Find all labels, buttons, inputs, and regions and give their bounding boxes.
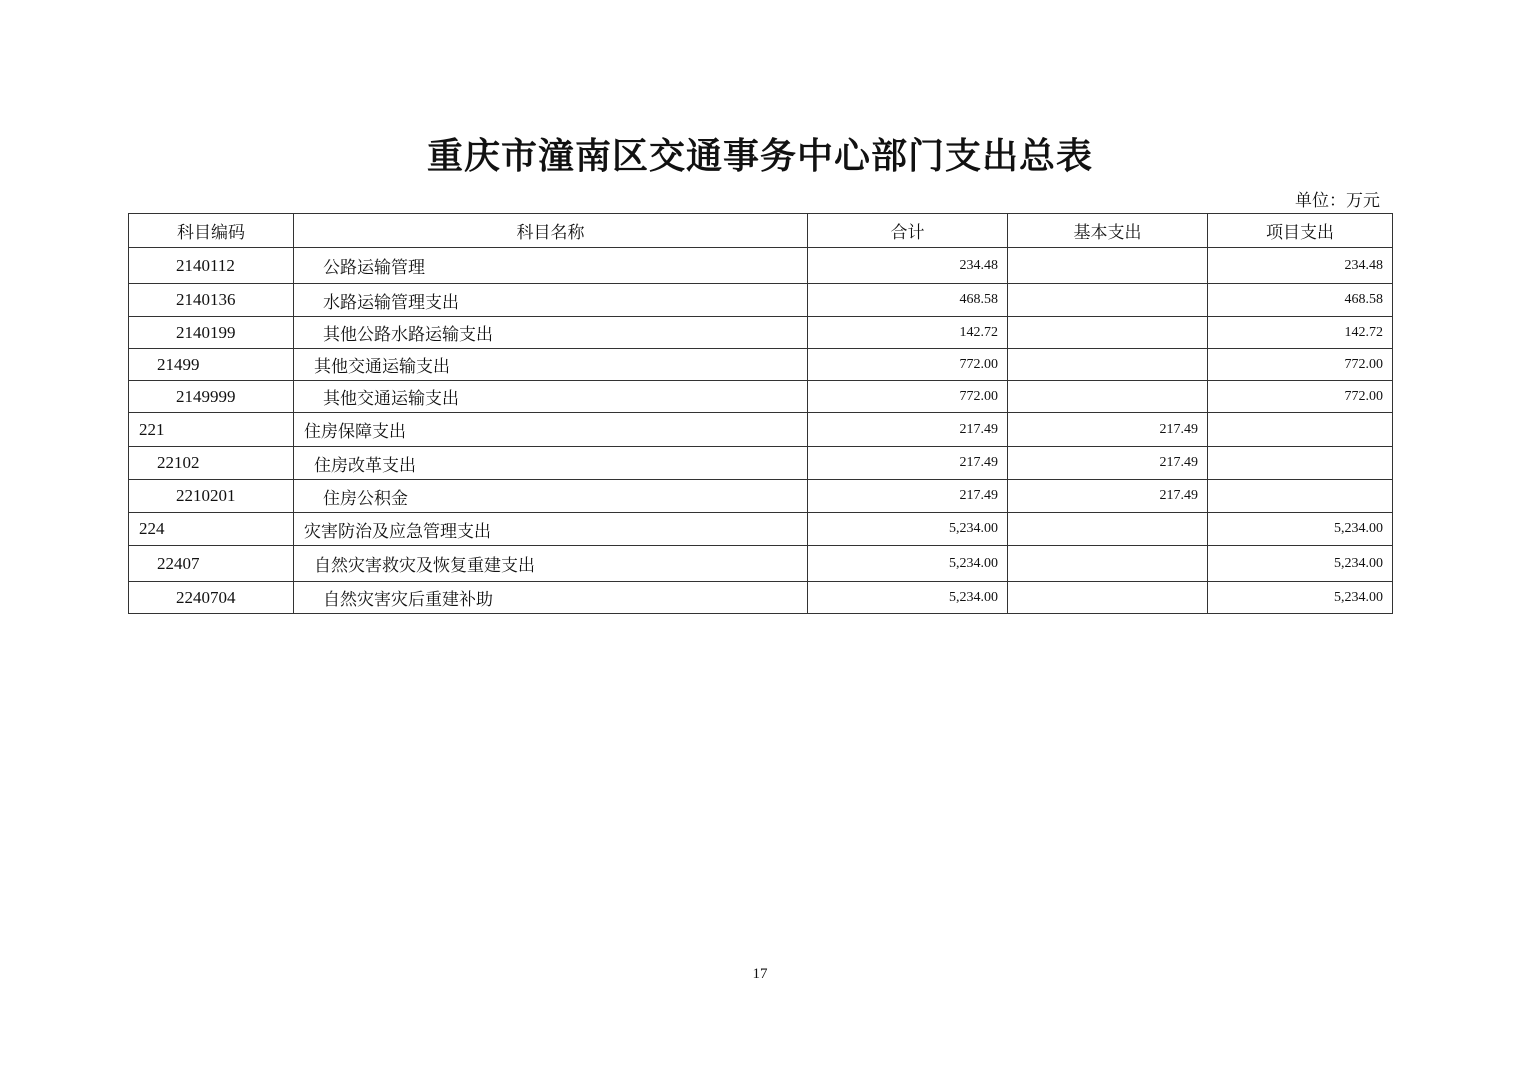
row-code: 2240704: [129, 582, 294, 614]
table-row: [129, 349, 1393, 381]
row-project: [1208, 480, 1393, 513]
row-project: 468.58: [1208, 284, 1393, 317]
header-code: 科目编码: [129, 214, 294, 248]
row-code: 2140136: [129, 284, 294, 317]
expense-summary-table: [128, 213, 1393, 614]
row-code: 22407: [129, 546, 294, 582]
row-basic: 217.49: [1008, 413, 1208, 447]
row-project: 772.00: [1208, 349, 1393, 381]
row-code: 2140112: [129, 248, 294, 284]
row-basic: [1008, 513, 1208, 546]
page-title: 重庆市潼南区交通事务中心部门支出总表: [426, 135, 1093, 177]
row-project: 772.00: [1208, 381, 1393, 413]
row-name: 其他交通运输支出: [294, 349, 808, 381]
table-row: [129, 248, 1393, 284]
table-row: [129, 480, 1393, 513]
row-project: 5,234.00: [1208, 582, 1393, 614]
row-name: 水路运输管理支出: [294, 284, 808, 317]
row-code: 221: [129, 413, 294, 447]
table-row: [129, 582, 1393, 614]
row-project: 5,234.00: [1208, 513, 1393, 546]
row-total: 772.00: [808, 381, 1008, 413]
row-name: 灾害防治及应急管理支出: [294, 513, 808, 546]
row-basic: [1008, 317, 1208, 349]
row-name: 其他公路水路运输支出: [294, 317, 808, 349]
table-row: [129, 381, 1393, 413]
table-row: [129, 513, 1393, 546]
row-basic: 217.49: [1008, 480, 1208, 513]
row-code: 21499: [129, 349, 294, 381]
row-total: 5,234.00: [808, 513, 1008, 546]
row-total: 217.49: [808, 447, 1008, 480]
row-total: 5,234.00: [808, 582, 1008, 614]
header-total: 合计: [808, 214, 1008, 248]
row-basic: [1008, 284, 1208, 317]
row-name: 自然灾害灾后重建补助: [294, 582, 808, 614]
page-number: 17: [752, 966, 768, 982]
row-project: 5,234.00: [1208, 546, 1393, 582]
row-basic: [1008, 248, 1208, 284]
row-basic: [1008, 546, 1208, 582]
header-name: 科目名称: [294, 214, 808, 248]
row-total: 234.48: [808, 248, 1008, 284]
unit-label: 单位：万元: [1295, 191, 1380, 211]
table-row: [129, 447, 1393, 480]
row-basic: [1008, 381, 1208, 413]
table-header-row: [129, 214, 1393, 248]
row-name: 公路运输管理: [294, 248, 808, 284]
row-basic: [1008, 349, 1208, 381]
row-code: 2149999: [129, 381, 294, 413]
table-row: [129, 284, 1393, 317]
row-total: 217.49: [808, 413, 1008, 447]
row-code: 224: [129, 513, 294, 546]
row-code: 2140199: [129, 317, 294, 349]
row-project: 142.72: [1208, 317, 1393, 349]
row-total: 772.00: [808, 349, 1008, 381]
row-basic: [1008, 582, 1208, 614]
header-project: 项目支出: [1208, 214, 1393, 248]
row-code: 22102: [129, 447, 294, 480]
row-name: 住房公积金: [294, 480, 808, 513]
row-total: 217.49: [808, 480, 1008, 513]
row-project: [1208, 447, 1393, 480]
row-basic: 217.49: [1008, 447, 1208, 480]
row-name: 住房改革支出: [294, 447, 808, 480]
row-code: 2210201: [129, 480, 294, 513]
header-basic: 基本支出: [1008, 214, 1208, 248]
table-row: [129, 413, 1393, 447]
row-total: 142.72: [808, 317, 1008, 349]
row-name: 其他交通运输支出: [294, 381, 808, 413]
row-project: [1208, 413, 1393, 447]
table-row: [129, 317, 1393, 349]
row-total: 5,234.00: [808, 546, 1008, 582]
row-total: 468.58: [808, 284, 1008, 317]
row-project: 234.48: [1208, 248, 1393, 284]
table-row: [129, 546, 1393, 582]
row-name: 自然灾害救灾及恢复重建支出: [294, 546, 808, 582]
row-name: 住房保障支出: [294, 413, 808, 447]
